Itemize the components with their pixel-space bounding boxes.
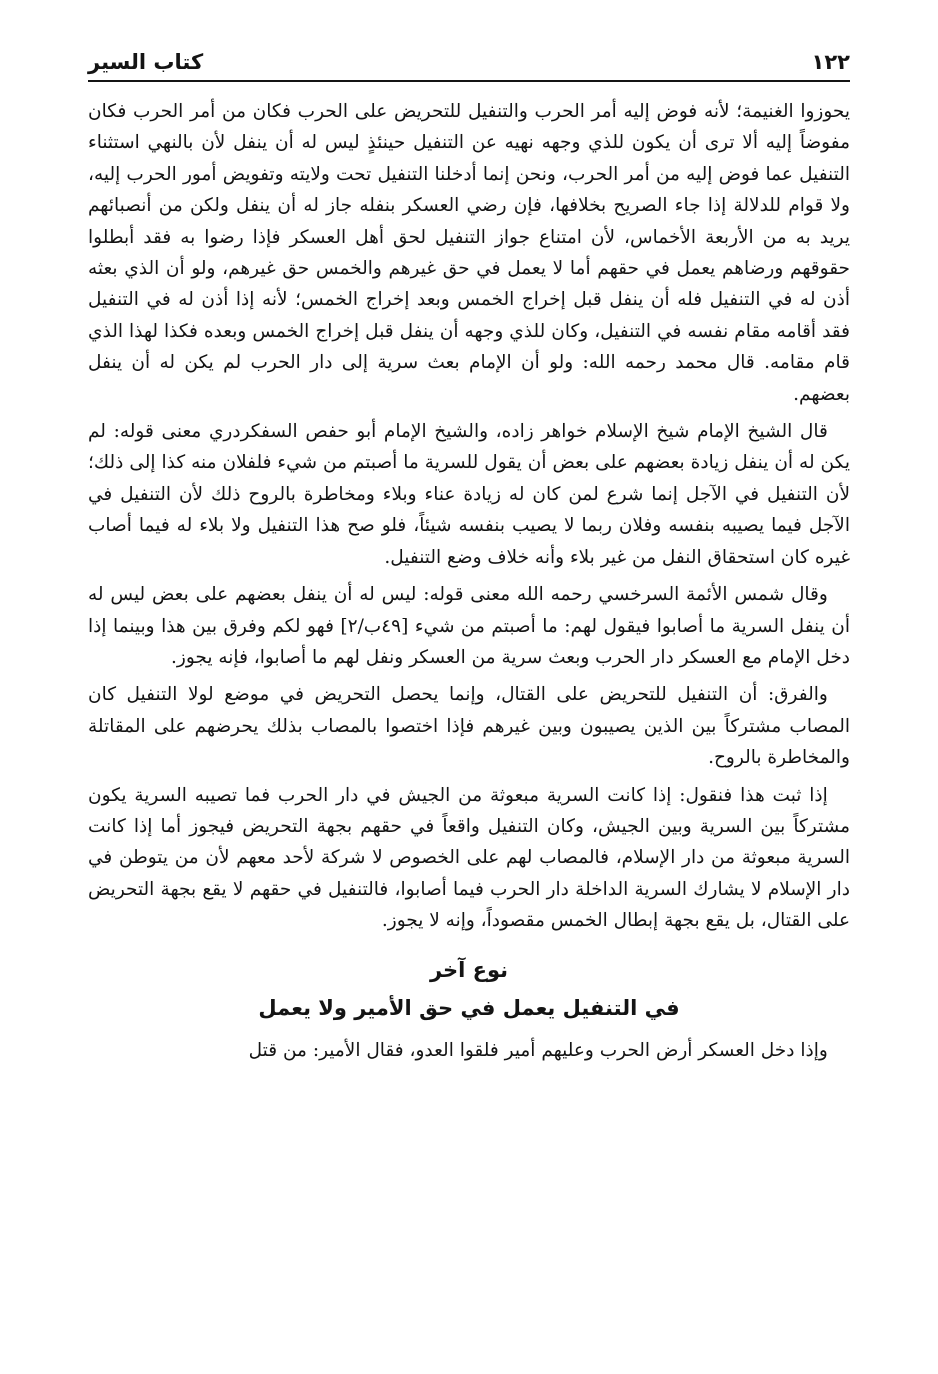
paragraph-4: والفرق: أن التنفيل للتحريض على القتال، وإنما يحصل التحريض في موضع لولا التنفيل كان المصاب مشتركاً بين الذين يصيبون وبين غيرهم فإذا اختصوا بالمصاب بذلك يحرضهم على المقاتلة والمخاطرة بالروح. (88, 684, 850, 769)
paragraph-6: وإذا دخل العسكر أرض الحرب وعليهم أمير فلقوا العدو، فقال الأمير: من قتل (248, 1039, 828, 1061)
paragraph-1: يحوزوا الغنيمة؛ لأنه فوض إليه أمر الحرب والتنفيل للتحريض على الحرب فكان من أمر الحرب فكان مفوضاً إليه ألا ترى أن يكون للذي وجهه نهيه عن التنفيل حينئذٍ ليس له أن ينفل لأن بالنهي استثناء التنفيل عما فوض إليه من أمر الحرب، ونحن إنما أدخلنا التنفيل تحت ولايته وتفويض أمور الحرب إليه، ولا قوام للدلالة إذا جاء الصريح بخلافها، فإن رضي العسكر بنفله جاز له أن ينفل ولكن من أنصبائهم يريد به من الأربعة الأخماس، لأن امتناع جواز التنفيل لحق أهل العسكر فإذا رضوا به فقد أبطلوا حقوقهم ورضاهم يعمل في حقهم أما لا يعمل في حق غيرهم والخمس حق غيرهم، ولو أن الذي بعثه أذن له في التنفيل فله أن ينفل قبل إخراج الخمس وبعد إخراج الخمس؛ لأنه إذا أذن له في التنفيل فقد أقامه مقام نفسه في التنفيل، وكان للذي وجهه أن ينفل قبل إخراج الخمس وبعده فكذا لهذا الذي قام مقامه. قال محمد رحمه الله: ولو أن الإمام بعث سرية إلى دار الحرب لم يكن له أن ينفل بعضهم. (88, 101, 850, 405)
page-body (88, 96, 850, 1072)
paragraph-2: قال الشيخ الإمام شيخ الإسلام خواهر زاده، والشيخ الإمام أبو حفص السفكردري معنى قوله: لم يكن له أن ينفل زيادة بعضهم على بعض أن يقول للسرية ما أصبتم من شيء فلفلان منه كذا إلى ذلك؛ لأن التنفيل في الآجل إنما شرع لمن كان له زيادة عناء وبلاء ومخاطرة بالروح ذلك لأن التنفيل في الآجل فيما يصيبه بنفسه وفلان ربما لا يصيب بنفسه شيئاً، فلو صح هذا التنفيل ولا بلاء له فيما أصاب غيره كان استحقاق النفل من غير بلاء وأنه خلاف وضع التنفيل. (88, 421, 850, 568)
section-subheading: في التنفيل يعمل في حق الأمير ولا يعمل (258, 995, 680, 1020)
paragraph-3: وقال شمس الأئمة السرخسي رحمه الله معنى قوله: ليس له أن ينفل بعضهم على بعض ليس له أن ينفل السرية ما أصابوا فيقول لهم: ما أصبتم من شيء [٤٩ب/٢] فهو لكم وفرق بين هذا وبينما إذا دخل الإمام مع العسكر دار الحرب وبعث سرية من العسكر ونفل لهم ما أصابوا، فإنه يجوز. (88, 584, 850, 668)
page-number: ١٢٢ (811, 50, 850, 74)
running-title: كتاب السير (88, 50, 204, 74)
paragraph-5: إذا ثبت هذا فنقول: إذا كانت السرية مبعوثة من الجيش في دار الحرب فما تصيبه السرية يكون مشتركاً بين السرية وبين الجيش، وكان التنفيل واقعاً في حقهم بجهة التحريض فيجوز أما إذا كانت السرية مبعوثة من دار الإسلام، فالمصاب لهم على الخصوص لا شركة لأحد معهم لأن من يتوطن في دار الإسلام لا يشارك السرية الداخلة دار الحرب فيما أصابوا، فالتنفيل في حقهم لا يقع بجهة التحريض على القتال، بل يقع بجهة إبطال الخمس مقصوداً، وإنه لا يجوز. (88, 784, 850, 932)
page-header (88, 40, 850, 82)
section-heading: نوع آخر (429, 957, 509, 982)
